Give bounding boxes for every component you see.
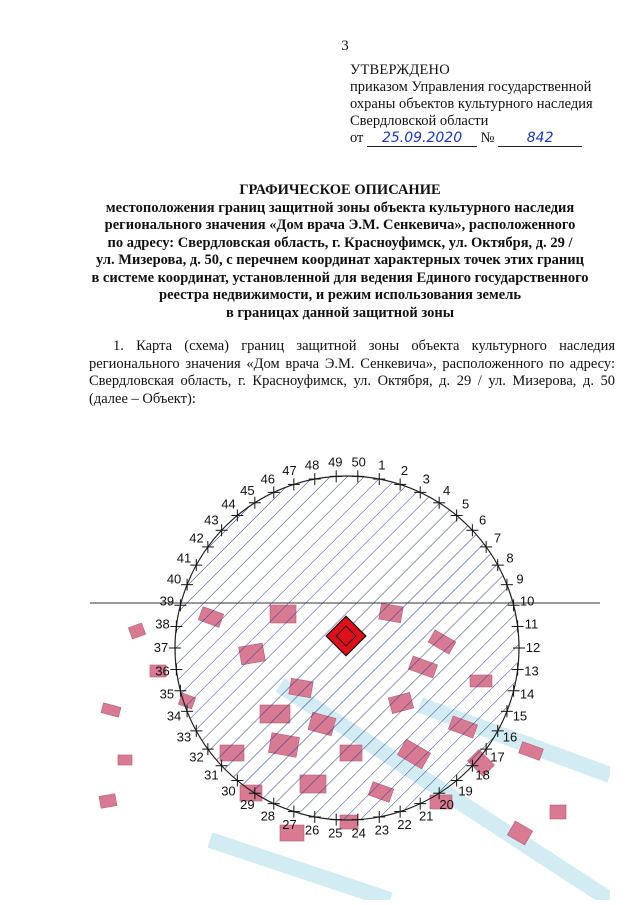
boundary-point-label: 12	[525, 640, 541, 655]
title-line-5: ул. Мизерова, д. 50, с перечнем координат характерных точек этих границ	[96, 252, 584, 268]
building	[101, 703, 121, 717]
boundary-point-label: 27	[282, 816, 297, 832]
boundary-point-label: 10	[519, 593, 535, 609]
boundary-point-label: 45	[240, 482, 255, 498]
approval-heading: УТВЕРЖДЕНО	[350, 62, 450, 78]
boundary-point-label: 50	[351, 454, 366, 470]
boundary-point-label: 36	[155, 663, 170, 679]
title-line-6: в системе координат, установленной для ведения Единого государственного	[91, 269, 589, 286]
boundary-point-label: 43	[204, 512, 219, 528]
boundary-point-label: 6	[478, 512, 487, 528]
boundary-point-label: 28	[260, 808, 276, 824]
boundary-point-label: 16	[502, 729, 518, 745]
approval-line-1: приказом Управления государственной	[350, 79, 592, 95]
approval-number: 842	[498, 131, 582, 147]
boundary-point-label: 19	[458, 783, 473, 799]
boundary-point-label: 39	[159, 593, 175, 609]
approval-line-3: Свердловской области	[350, 113, 489, 129]
boundary-point-label: 13	[524, 663, 539, 679]
body-paragraph	[89, 338, 615, 408]
boundary-point-label: 44	[221, 496, 236, 512]
approval-sign-row	[350, 130, 640, 147]
boundary-point-label: 29	[240, 797, 255, 813]
boundary-point-label: 23	[374, 822, 390, 838]
page-number: 3	[341, 38, 349, 54]
title-line-7: реестра недвижимости, и режим использования земель	[159, 287, 521, 303]
boundary-point-label: 38	[155, 616, 170, 632]
boundary-point-label: 15	[512, 708, 528, 724]
boundary-point-label: 5	[461, 496, 470, 512]
boundary-point-label: 2	[400, 463, 409, 479]
boundary-point-label: 47	[282, 463, 297, 479]
boundary-point-label: 49	[328, 454, 343, 470]
boundary-point-label: 32	[189, 749, 204, 765]
number-label: №	[480, 130, 495, 146]
title-line-2: местоположения границ защитной зоны объекта культурного наследия	[105, 199, 575, 216]
boundary-point-label: 14	[519, 686, 535, 702]
boundary-point-label: 24	[351, 825, 366, 841]
boundary-point-label: 33	[176, 729, 192, 745]
boundary-point-label: 35	[159, 686, 175, 702]
boundary-point-label: 18	[475, 767, 490, 783]
boundary-point-label: 34	[166, 708, 182, 724]
boundary-point-label: 46	[260, 471, 276, 487]
boundary-point-label: 22	[397, 816, 412, 832]
title-line-1: ГРАФИЧЕСКОЕ ОПИСАНИЕ	[239, 182, 441, 198]
building	[128, 623, 145, 639]
building	[550, 805, 566, 819]
boundary-point-label: 11	[524, 616, 539, 632]
boundary-point-label: 25	[328, 825, 343, 841]
boundary-point-label: 40	[166, 571, 182, 587]
boundary-point-label: 48	[304, 457, 320, 473]
boundary-point-label: 20	[439, 797, 454, 813]
title-line-8: в границах данной защитной зоны	[225, 304, 455, 321]
boundary-point-label: 17	[490, 749, 505, 765]
building	[118, 755, 132, 765]
approval-date: 25.09.2020	[367, 131, 477, 147]
boundary-point-label: 26	[304, 822, 320, 838]
protection-zone-map	[90, 445, 610, 900]
approval-line-2: охраны объектов культурного наследия	[350, 96, 593, 112]
boundary-point-label: 9	[516, 571, 524, 587]
boundary-point-label: 3	[422, 471, 430, 487]
boundary-point-label: 42	[189, 530, 204, 546]
boundary-point-label: 21	[418, 808, 434, 824]
boundary-point-label: 1	[378, 457, 386, 473]
title-line-3: регионального значения «Дом врача Э.М. Сенкевича», расположенного	[104, 217, 576, 233]
title-line-4: по адресу: Свердловская область, г. Красноуфимск, ул. Октября, д. 29 /	[107, 234, 573, 251]
paragraph-text: 1. Карта (схема) границ защитной зоны объекта культурного наследия регионального значения «Дом врача Э.М. Сенкевича», расположенного по адресу: Свердловская область, г. Красноуфимск, ул. Октября, д. 29 / ул. Мизерова, д. 50 (далее – Объект):	[89, 338, 615, 407]
boundary-point-label: 37	[153, 640, 169, 655]
boundary-point-label: 8	[506, 550, 514, 566]
boundary-point-label: 41	[176, 550, 192, 566]
boundary-point-label: 30	[221, 783, 236, 799]
boundary-point-label: 7	[493, 530, 502, 546]
boundary-point-label: 31	[204, 767, 219, 783]
from-label: от	[350, 130, 364, 146]
approval-block	[350, 62, 640, 147]
document-title	[40, 182, 640, 322]
street-band	[210, 840, 390, 900]
boundary-point-label: 4	[443, 482, 451, 498]
building	[99, 794, 117, 809]
